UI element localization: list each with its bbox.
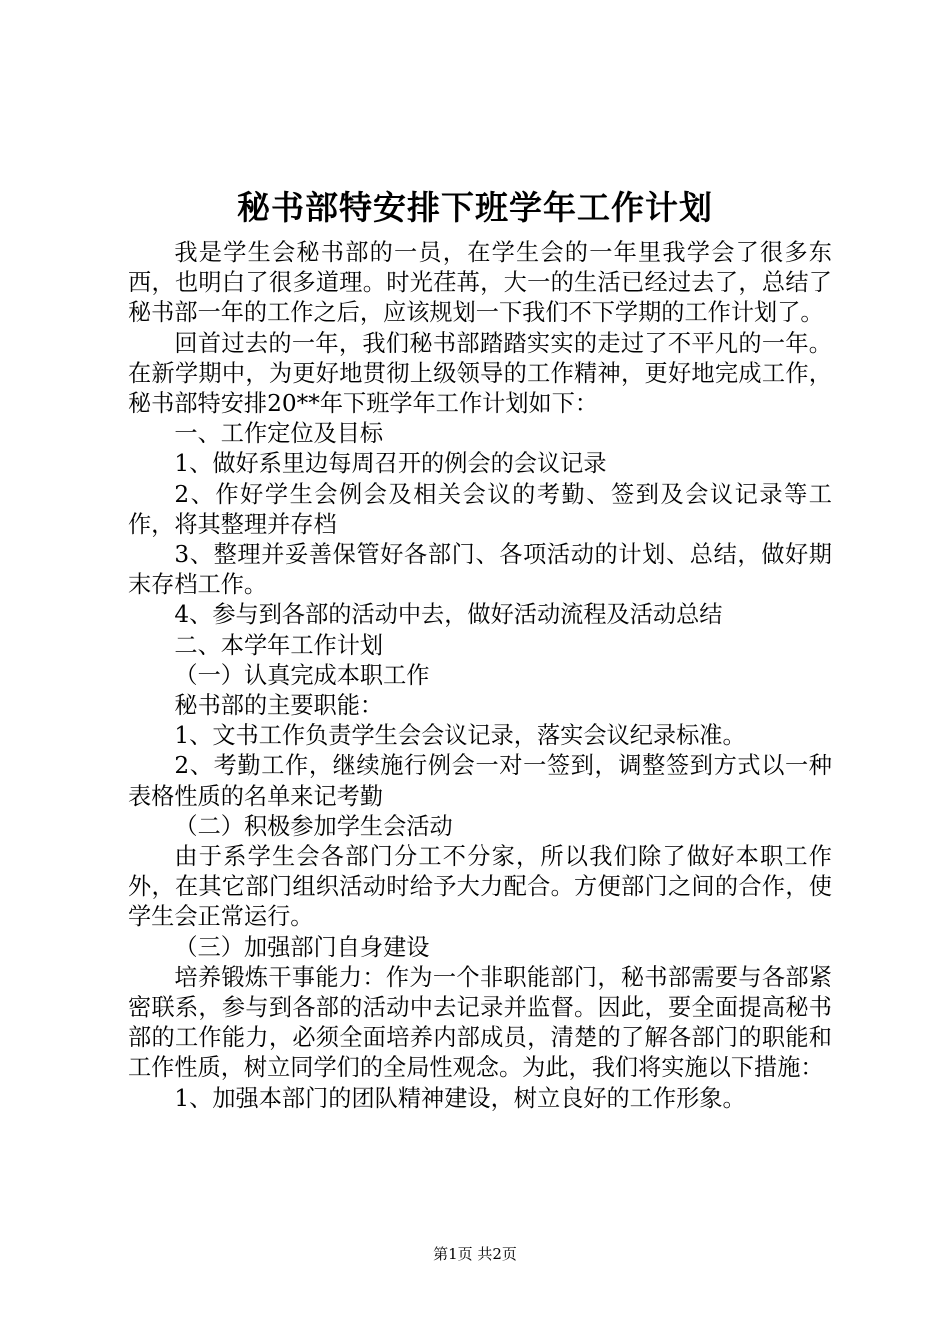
list-item: 1、文书工作负责学生会会议记录，落实会议纪录标准。 [174,722,746,750]
paragraph: 培养锻炼干事能力：作为一个非职能部门，秘书部需要与各部紧密联系，参与到各部的活动中去记录并监督。因此，要全面提高秘书部的工作能力，必须全面培养内部成员，清楚的了解各部门的职能和工作性质，树立同学们的全局性观念。为此，我们将实施以下措施： [128,963,832,1082]
document-body [128,238,832,1114]
section-heading: 一、工作定位及目标 [174,420,384,448]
list-item: 2、作好学生会例会及相关会议的考勤、签到及会议记录等工作，将其整理并存档 [128,480,832,538]
list-item: 2、考勤工作，继续施行例会一对一签到，调整签到方式以一种表格性质的名单来记考勤 [128,752,832,810]
paragraph: 我是学生会秘书部的一员，在学生会的一年里我学会了很多东西，也明白了很多道理。时光荏苒，大一的生活已经过去了，总结了秘书部一年的工作之后，应该规划一下我们不下学期的工作计划了。 [128,239,832,327]
document-title: 秘书部特安排下班学年工作计划 [237,188,713,227]
paragraph: 由于系学生会各部门分工不分家，所以我们除了做好本职工作外，在其它部门组织活动时给予大力配合。方便部门之间的合作，使学生会正常运行。 [128,843,832,931]
paragraph: 回首过去的一年，我们秘书部踏踏实实的走过了不平凡的一年。在新学期中，为更好地贯彻上级领导的工作精神，更好地完成工作，秘书部特安排20**年下班学年工作计划如下： [128,329,832,418]
list-item: 3、整理并妥善保管好各部门、各项活动的计划、总结，做好期末存档工作。 [128,541,832,599]
subsection-heading: （一）认真完成本职工作 [174,661,430,689]
section-heading: 二、本学年工作计划 [174,631,384,659]
subsection-heading: （二）积极参加学生会活动 [174,812,453,840]
paragraph: 秘书部的主要职能： [174,692,384,720]
list-item: 1、加强本部门的团队精神建设，树立良好的工作形象。 [174,1084,746,1112]
subsection-heading: （三）加强部门自身建设 [174,933,430,961]
list-item: 4、参与到各部的活动中去，做好活动流程及活动总结 [174,601,723,629]
list-item: 1、做好系里边每周召开的例会的会议记录 [174,450,607,478]
page-footer: 第1页 共2页 [433,1245,517,1263]
